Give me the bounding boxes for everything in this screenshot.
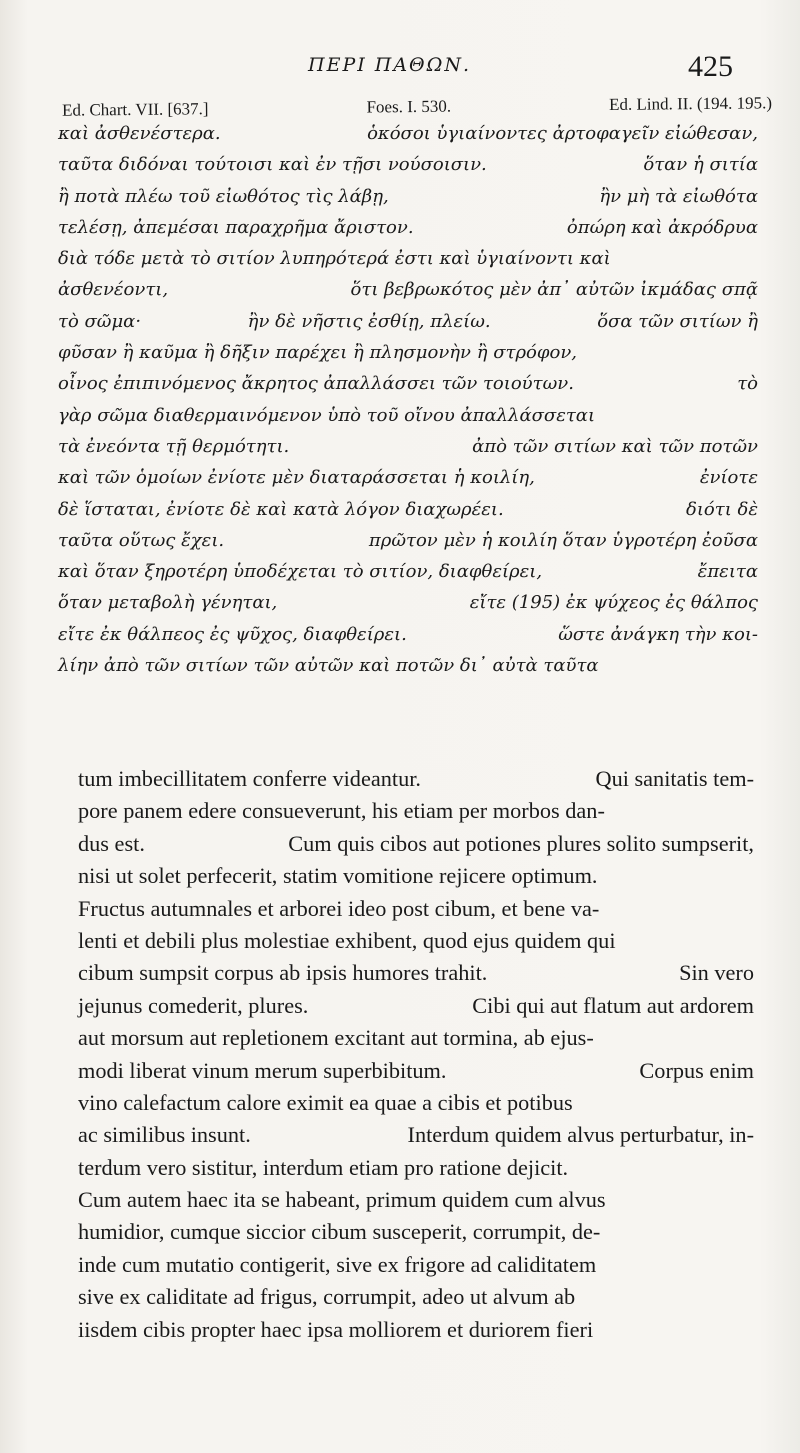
latin-line xyxy=(78,763,754,795)
greek-line-segment: ὅταν μεταβολὴ γένηται, xyxy=(58,592,278,614)
latin-line-segment: pore panem edere consueverunt, his etiam per morbos dan- xyxy=(78,798,605,824)
latin-line-segment: terdum vero sistitur, interdum etiam pro ratione dejicit. xyxy=(78,1154,569,1180)
greek-line-segment: ἀσθενέοντι, xyxy=(58,279,169,301)
greek-line-segment: φῦσαν ἢ καῦμα ἢ δῆξιν παρέχει ἢ πλησμονὴν ἢ στρόφον, xyxy=(58,342,577,364)
latin-line xyxy=(78,1314,754,1346)
latin-line-segment: Fructus autumnales et arborei ideo post cibum, et bene va- xyxy=(78,895,600,921)
greek-line xyxy=(58,400,758,431)
edition-references xyxy=(62,93,772,120)
greek-line-segment: δὲ ἵσταται, ἐνίοτε δὲ καὶ κατὰ λόγον διαχωρέει. xyxy=(58,498,504,520)
latin-line xyxy=(78,1119,754,1151)
latin-line xyxy=(78,860,754,892)
greek-line xyxy=(58,431,758,462)
latin-line xyxy=(78,957,754,989)
latin-line-segment: sive ex caliditate ad frigus, corrumpit, adeo ut alvum ab xyxy=(78,1284,576,1310)
latin-line-segment: inde cum mutatio contigerit, sive ex frigore ad caliditatem xyxy=(78,1251,597,1277)
latin-line xyxy=(78,990,754,1022)
latin-line-segment: nisi ut solet perfecerit, statim vomitione rejicere optimum. xyxy=(78,863,598,889)
edition-ref-linden: Ed. Lind. II. (194. 195.) xyxy=(608,93,773,114)
latin-line-segment: Interdum quidem alvus perturbatur, in- xyxy=(407,1122,754,1148)
greek-line xyxy=(58,368,758,399)
latin-line xyxy=(78,1216,754,1248)
latin-line xyxy=(78,828,754,860)
edition-ref-chartier: Ed. Chart. VII. [637.] xyxy=(61,99,209,120)
latin-line xyxy=(78,795,754,827)
greek-line-segment: ὅταν ἡ σιτία xyxy=(643,154,758,176)
greek-line xyxy=(58,306,758,337)
latin-line xyxy=(78,893,754,925)
greek-line-segment: ἢν μὴ τὰ εἰωθότα xyxy=(599,185,758,207)
greek-line-segment: καὶ ἀσθενέστερα. xyxy=(58,123,221,144)
latin-line-segment: modi liberat vinum merum superbibitum. xyxy=(78,1057,447,1083)
greek-line-segment: λίην ἀπὸ τῶν σιτίων τῶν αὐτῶν καὶ ποτῶν δι᾽ αὐτὰ ταῦτα xyxy=(58,655,599,677)
greek-line xyxy=(58,181,758,212)
latin-line-segment: dus est. xyxy=(78,830,145,856)
greek-line-segment: ὁκόσοι ὑγιαίνοντες ἀρτοφαγεῖν εἰώθεσαν, xyxy=(367,123,758,144)
latin-line-segment: jejunus comederit, plures. xyxy=(78,992,309,1018)
latin-line xyxy=(78,1152,754,1184)
latin-line-segment: tum imbecillitatem conferre videantur. xyxy=(78,766,421,791)
greek-line-segment: ὀπώρη καὶ ἀκρόδρυα xyxy=(566,216,758,238)
latin-line xyxy=(78,925,754,957)
latin-line-segment: Sin vero xyxy=(679,960,754,986)
latin-line-segment: aut morsum aut repletionem excitant aut tormina, ab ejus- xyxy=(78,1025,594,1051)
greek-line-segment: εἴτε (195) ἐκ ψύχεος ἐς θάλπος xyxy=(469,592,758,614)
running-title: ΠΕΡΙ ΠΑΘΩΝ. xyxy=(308,54,472,76)
latin-line-segment: Corpus enim xyxy=(639,1057,754,1083)
greek-line xyxy=(58,149,758,180)
latin-line-segment: Cum autem haec ita se habeant, primum quidem cum alvus xyxy=(78,1187,606,1213)
greek-line-segment: εἴτε ἐκ θάλπεος ἐς ψῦχος, διαφθείρει. xyxy=(58,623,407,645)
greek-line-segment: ὅτι βεβρωκότος μὲν ἀπ᾽ αὐτῶν ἰκμάδας σπᾷ xyxy=(350,279,758,301)
greek-line-segment: πρῶτον μὲν ἡ κοιλίη ὅταν ὑγροτέρη ἐοῦσα xyxy=(368,529,758,551)
greek-line-segment: καὶ τῶν ὁμοίων ἐνίοτε μὲν διαταράσσεται ἡ κοιλίη, xyxy=(58,467,535,489)
latin-line-segment: ac similibus insunt. xyxy=(78,1122,251,1148)
greek-line xyxy=(58,337,758,368)
latin-line xyxy=(78,1055,754,1087)
greek-line-segment: ἀπὸ τῶν σιτίων καὶ τῶν ποτῶν xyxy=(472,435,758,457)
greek-line xyxy=(58,619,758,650)
greek-line xyxy=(58,243,758,274)
latin-line-segment: humidior, cumque siccior cibum susceperit, corrumpit, de- xyxy=(78,1219,601,1245)
greek-line-segment: οἶνος ἐπιπινόμενος ἄκρητος ἀπαλλάσσει τῶν τοιούτων. xyxy=(58,373,574,395)
greek-line xyxy=(58,118,758,149)
latin-line xyxy=(78,1087,754,1119)
latin-translation-block xyxy=(78,763,754,1346)
latin-line-segment: Cum quis cibos aut potiones plures solito sumpserit, xyxy=(288,830,754,856)
latin-line-segment: Qui sanitatis tem- xyxy=(595,766,754,791)
greek-line-segment: καὶ ὅταν ξηροτέρη ὑποδέχεται τὸ σιτίον, διαφθείρει, xyxy=(58,561,543,583)
greek-line-segment: διὰ τόδε μετὰ τὸ σιτίον λυπηρότερά ἐστι καὶ ὑγιαίνοντι καὶ xyxy=(58,248,611,270)
latin-line-segment: lenti et debili plus molestiae exhibent, quod ejus quidem qui xyxy=(78,927,616,953)
page-number: 425 xyxy=(688,50,733,83)
latin-line xyxy=(78,1022,754,1054)
greek-line-segment: ταῦτα οὕτως ἔχει. xyxy=(58,529,225,551)
greek-line xyxy=(58,650,758,681)
greek-line-segment: τὸ xyxy=(737,373,758,395)
greek-line-segment: ὥστε ἀνάγκη τὴν κοι- xyxy=(558,623,758,645)
edition-ref-foes: Foes. I. 530. xyxy=(366,96,452,117)
greek-line xyxy=(58,587,758,618)
greek-line-segment: τὰ ἐνεόντα τῇ θερμότητι. xyxy=(58,435,290,457)
greek-line-segment: ἢν δὲ νῆστις ἐσθίῃ, πλείω. xyxy=(247,310,491,332)
latin-line-segment: Cibi qui aut flatum aut ardorem xyxy=(472,992,754,1018)
greek-line xyxy=(58,525,758,556)
greek-text-block xyxy=(58,118,758,681)
greek-line-segment: ταῦτα διδόναι τούτοισι καὶ ἐν τῇσι νούσοισιν. xyxy=(58,154,487,176)
greek-line-segment: ὅσα τῶν σιτίων ἢ xyxy=(597,310,758,332)
greek-line xyxy=(58,556,758,587)
latin-line-segment: iisdem cibis propter haec ipsa molliorem et duriorem fieri xyxy=(78,1316,594,1342)
greek-line xyxy=(58,494,758,525)
greek-line xyxy=(58,212,758,243)
greek-line-segment: ἔπειτα xyxy=(697,561,758,583)
greek-line-segment: γὰρ σῶμα διαθερμαινόμενον ὑπὸ τοῦ οἴνου ἀπαλλάσσεται xyxy=(58,404,596,426)
greek-line xyxy=(58,462,758,493)
greek-line xyxy=(58,274,758,305)
latin-line xyxy=(78,1249,754,1281)
greek-line-segment: τὸ σῶμα· xyxy=(58,310,142,332)
latin-line xyxy=(78,1281,754,1313)
latin-line-segment: vino calefactum calore eximit ea quae a cibis et potibus xyxy=(78,1089,573,1115)
latin-line-segment: cibum sumpsit corpus ab ipsis humores trahit. xyxy=(78,960,488,986)
greek-line-segment: ἢ ποτὰ πλέω τοῦ εἰωθότος τὶς λάβῃ, xyxy=(58,185,389,207)
greek-line-segment: ἐνίοτε xyxy=(699,467,758,489)
greek-line-segment: τελέσῃ, ἀπεμέσαι παραχρῆμα ἄριστον. xyxy=(58,216,414,238)
greek-line-segment: διότι δὲ xyxy=(686,498,758,520)
running-head xyxy=(0,50,800,90)
latin-line xyxy=(78,1184,754,1216)
